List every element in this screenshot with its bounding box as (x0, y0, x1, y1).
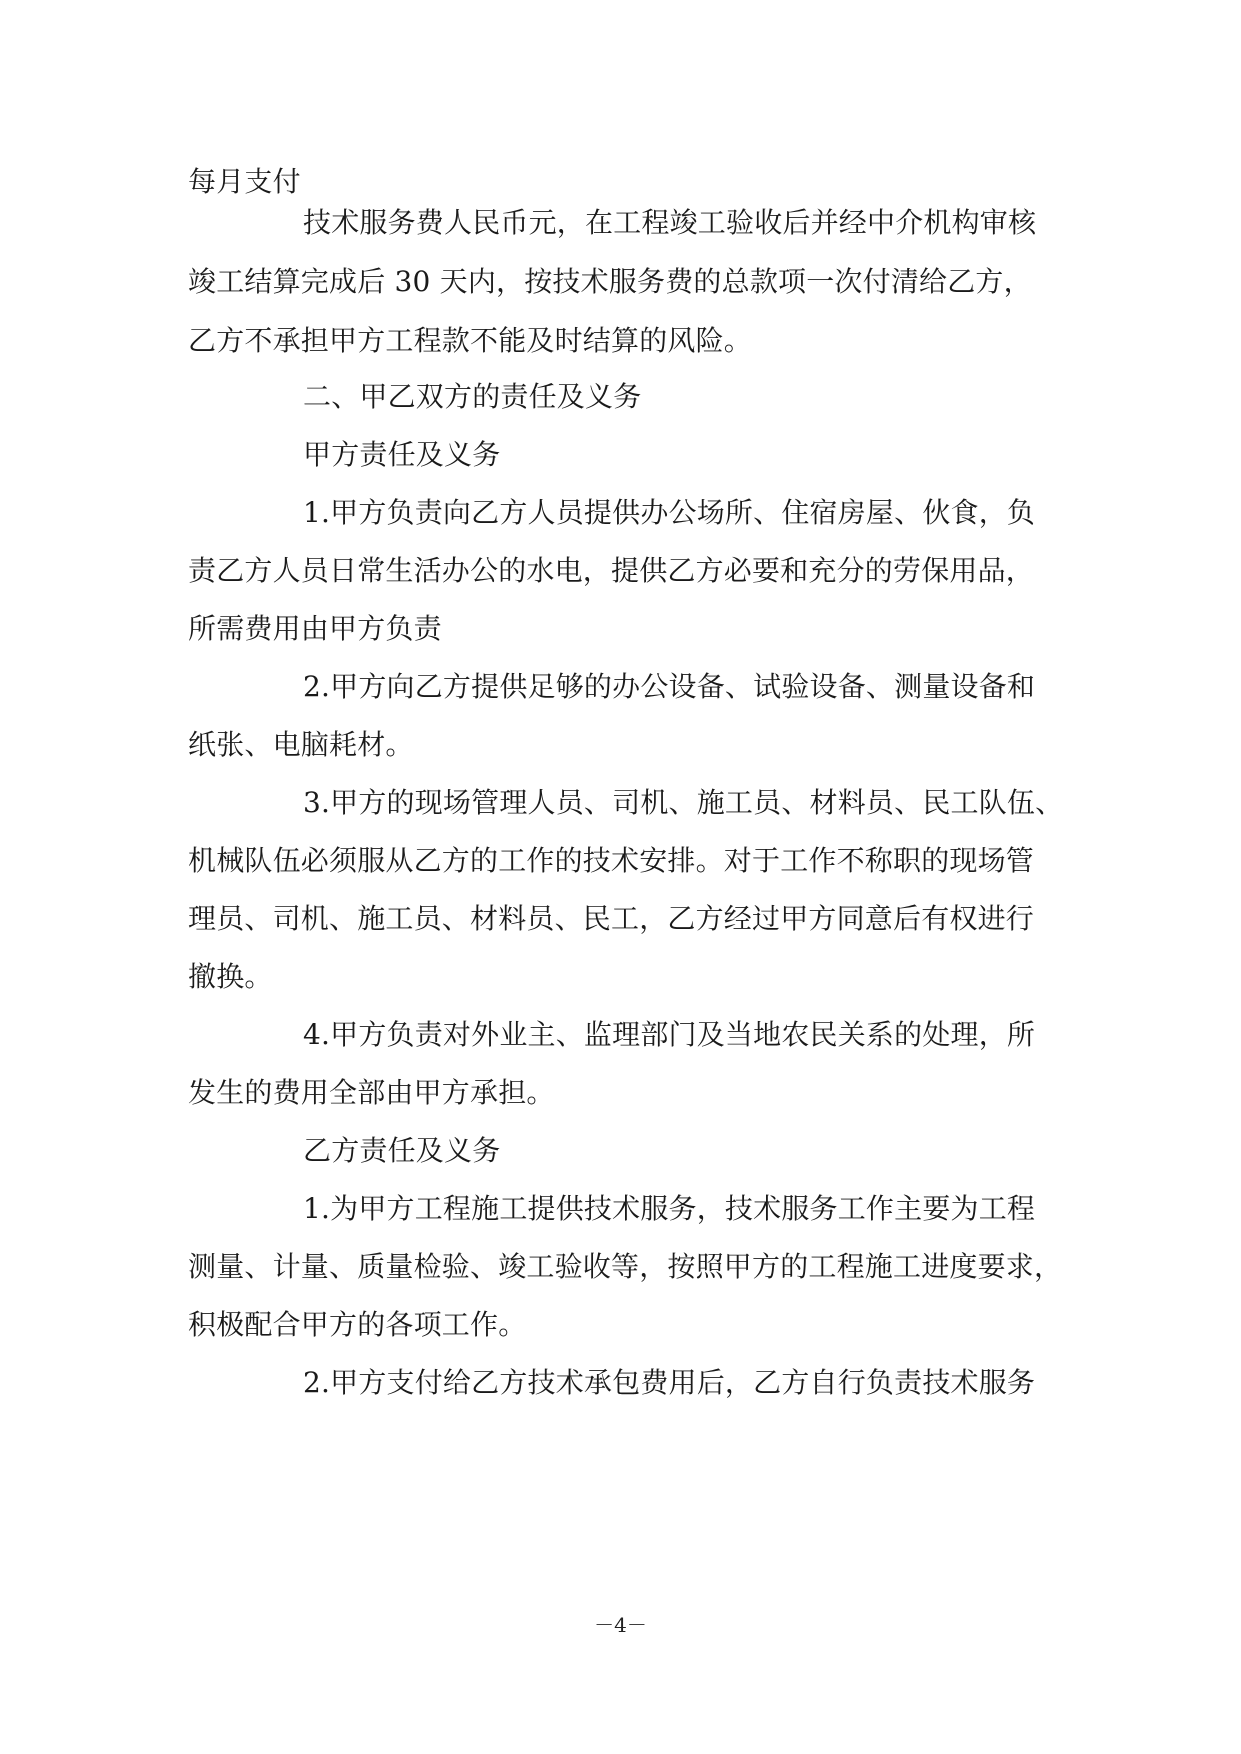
text-line: 发生的费用全部由甲方承担。 (188, 1076, 555, 1109)
subsection-heading: 甲方责任及义务 (303, 438, 501, 471)
text-line: 理员、司机、施工员、材料员、民工，乙方经过甲方同意后有权进行 (188, 902, 1035, 935)
text-line: 每月支付 (188, 165, 301, 198)
text-line: 所需费用由甲方负责 (188, 612, 442, 645)
text-line: 撤换。 (188, 960, 273, 993)
subsection-heading: 乙方责任及义务 (303, 1134, 501, 1167)
text-line: 测量、计量、质量检验、竣工验收等，按照甲方的工程施工进度要求， (188, 1250, 1063, 1283)
paragraph-line: 2.甲方支付给乙方技术承包费用后，乙方自行负责技术服务 (303, 1366, 1036, 1399)
paragraph-line: 2.甲方向乙方提供足够的办公设备、试验设备、测量设备和 (303, 670, 1036, 703)
section-heading: 二、甲乙双方的责任及义务 (303, 380, 642, 413)
text-line: 竣工结算完成后 30 天内，按技术服务费的总款项一次付清给乙方， (188, 265, 1032, 298)
page-number: －4－ (594, 1613, 647, 1637)
text-line: 乙方不承担甲方工程款不能及时结算的风险。 (188, 324, 753, 357)
paragraph-line: 4.甲方负责对外业主、监理部门及当地农民关系的处理，所 (303, 1018, 1036, 1051)
text-line: 责乙方人员日常生活办公的水电，提供乙方必要和充分的劳保用品， (188, 554, 1035, 587)
text-line: 纸张、电脑耗材。 (188, 728, 414, 761)
paragraph-line: 技术服务费人民币元，在工程竣工验收后并经中介机构审核 (303, 206, 1037, 239)
paragraph-line: 1.为甲方工程施工提供技术服务，技术服务工作主要为工程 (303, 1192, 1036, 1225)
paragraph-line: 1.甲方负责向乙方人员提供办公场所、住宿房屋、伙食，负 (303, 496, 1036, 529)
paragraph-line: 3.甲方的现场管理人员、司机、施工员、材料员、民工队伍、 (303, 786, 1064, 819)
text-line: 积极配合甲方的各项工作。 (188, 1308, 527, 1341)
text-line: 机械队伍必须服从乙方的工作的技术安排。对于工作不称职的现场管 (188, 844, 1035, 877)
